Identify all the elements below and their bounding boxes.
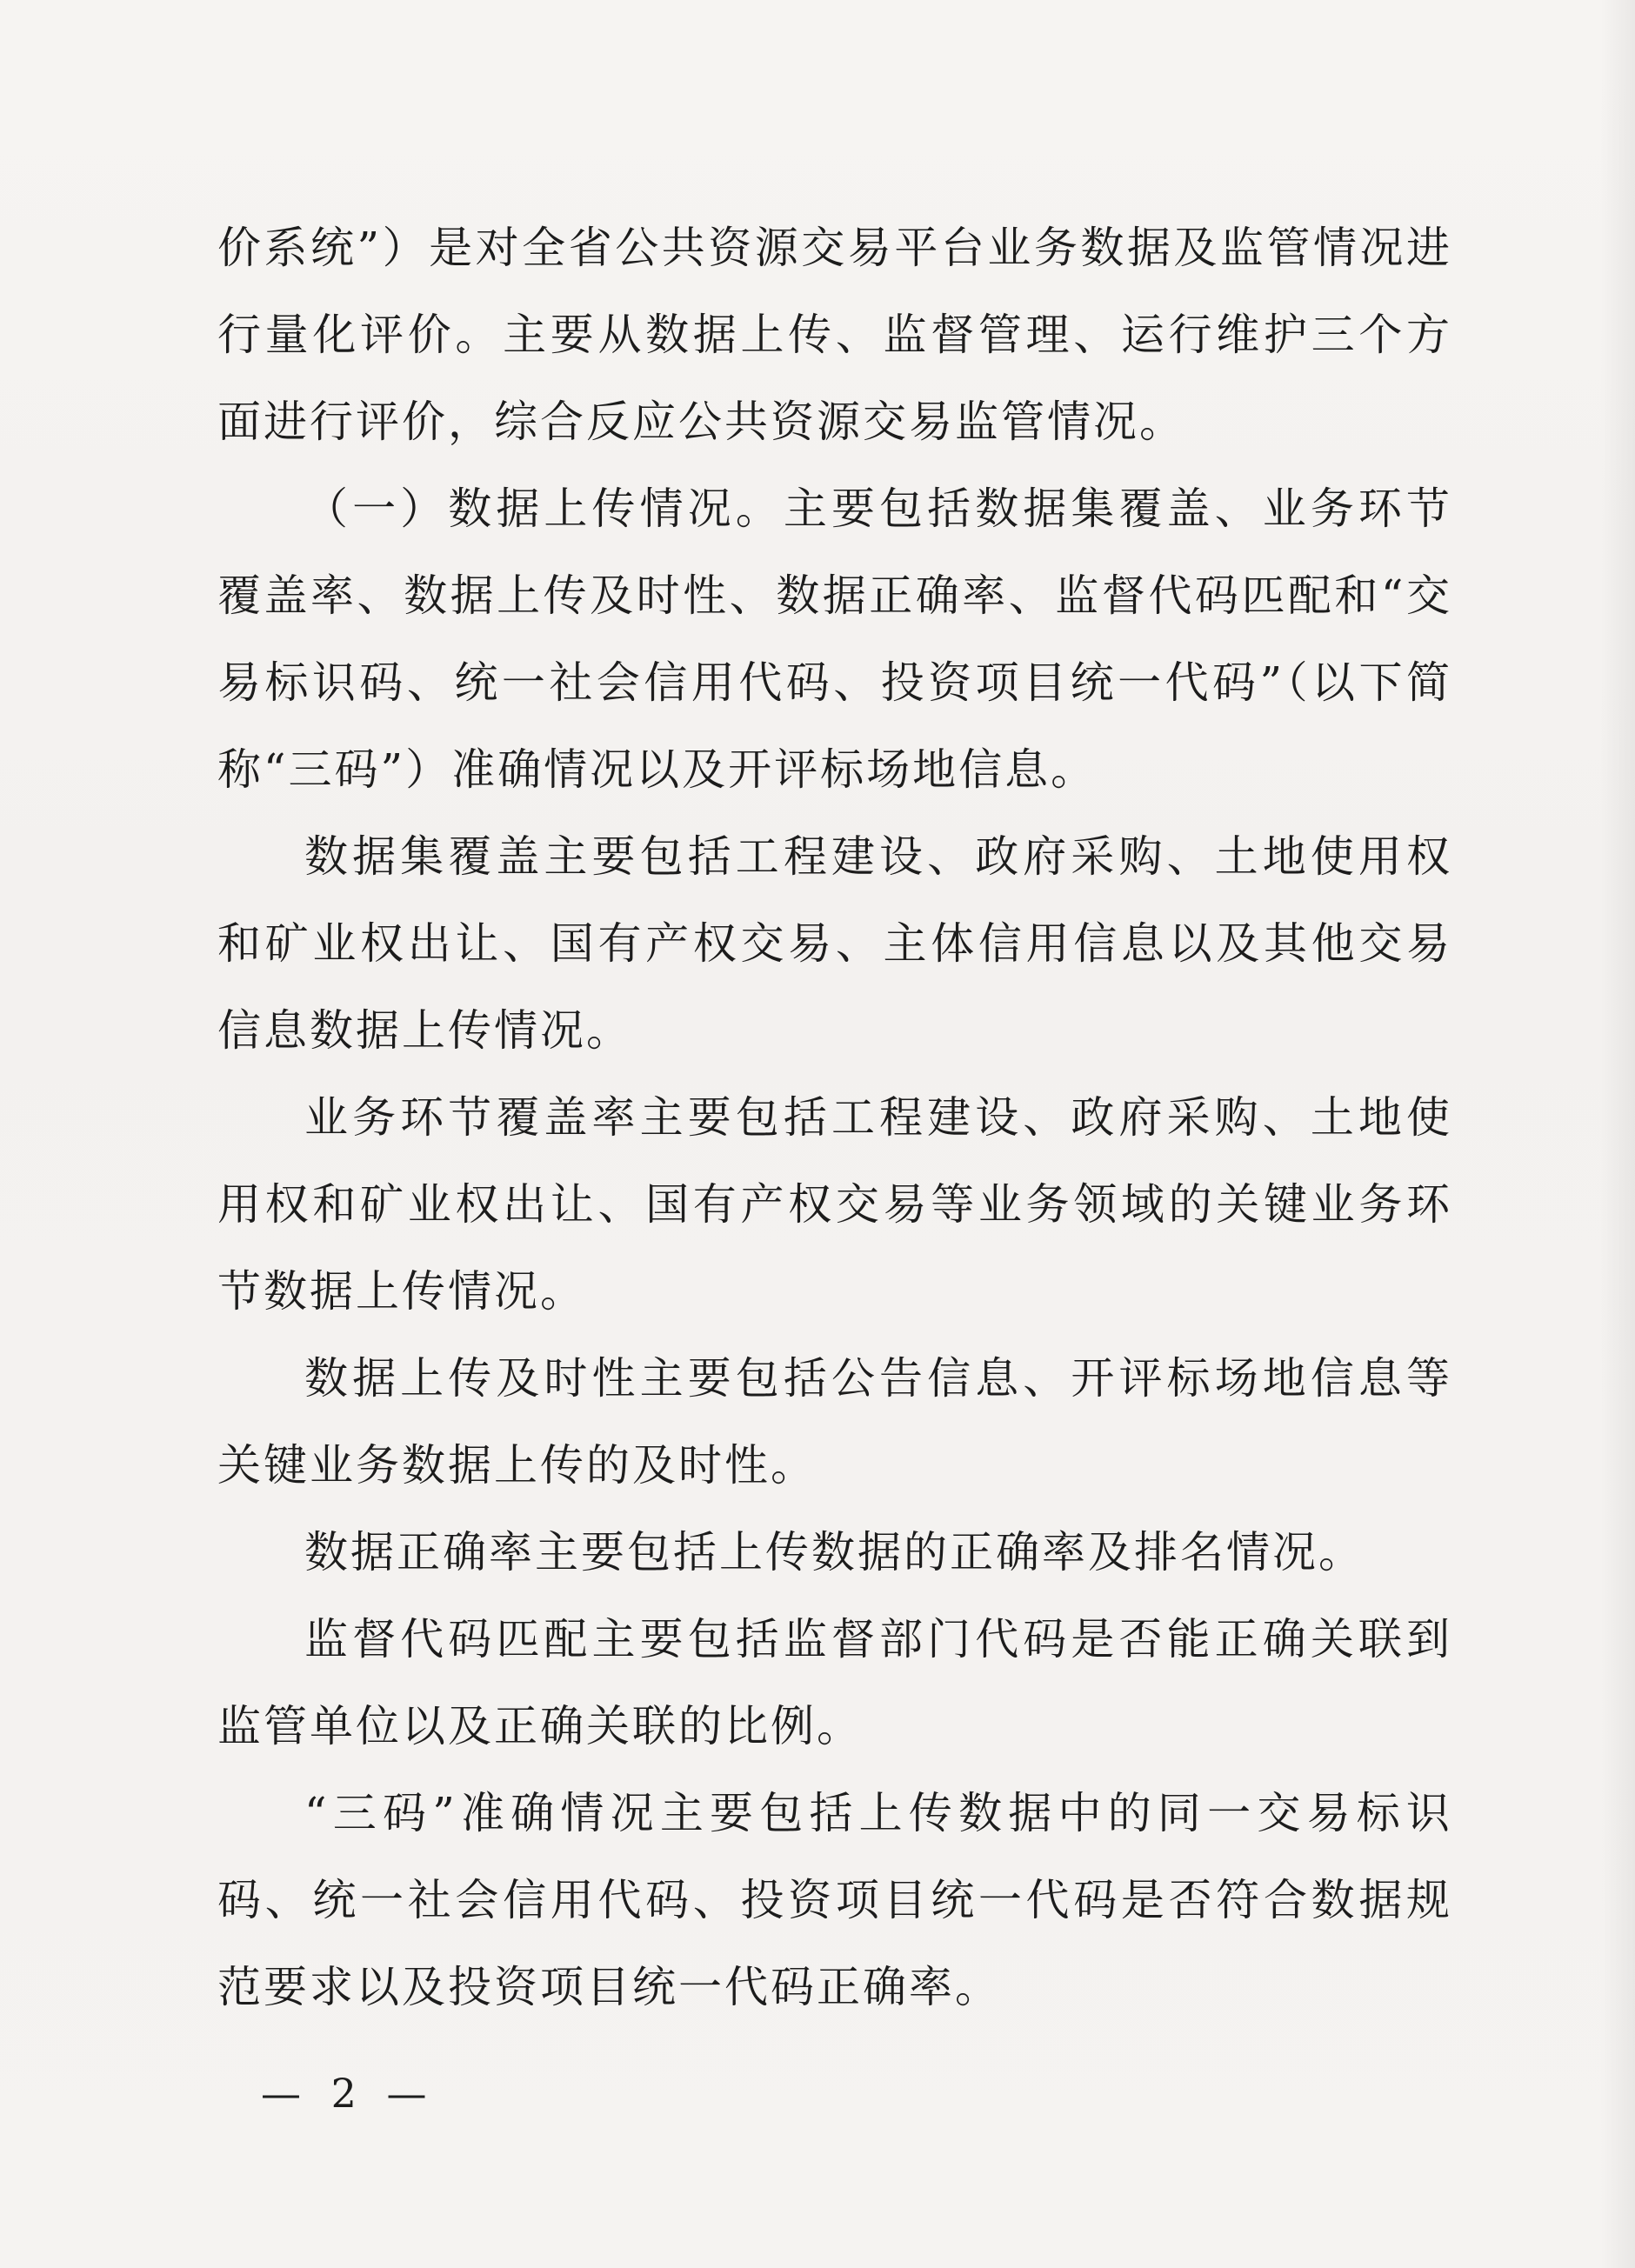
document-body bbox=[217, 204, 1452, 2031]
page-edge-shadow bbox=[1600, 0, 1635, 2268]
paragraph-data-accuracy: 数据正确率主要包括上传数据的正确率及排名情况。 bbox=[304, 1527, 1365, 1578]
paragraph-dataset-coverage: 数据集覆盖主要包括工程建设、政府采购、土地使用权和矿业权出让、国有产权交易、主体信用信息以及其他交易信息数据上传情况。 bbox=[217, 831, 1452, 1056]
paragraph-three-codes: “三码”准确情况主要包括上传数据中的同一交易标识码、统一社会信用代码、投资项目统一代码是否符合数据规范要求以及投资项目统一代码正确率。 bbox=[217, 1788, 1452, 2012]
page-number: — 2 — bbox=[261, 2070, 436, 2117]
paragraph-supervision-code: 监督代码匹配主要包括监督部门代码是否能正确关联到监管单位以及正确关联的比例。 bbox=[217, 1614, 1452, 1751]
paragraph-upload-timeliness: 数据上传及时性主要包括公告信息、开评标场地信息等关键业务数据上传的及时性。 bbox=[217, 1353, 1452, 1491]
paragraph-continuation: 价系统”）是对全省公共资源交易平台业务数据及监管情况进行量化评价。主要从数据上传、监督管理、运行维护三个方面进行评价，综合反应公共资源交易监管情况。 bbox=[217, 223, 1452, 447]
paragraph-data-upload-section: （一）数据上传情况。主要包括数据集覆盖、业务环节覆盖率、数据上传及时性、数据正确率、监督代码匹配和“交易标识码、统一社会信用代码、投资项目统一代码”（以下简称“三码”）准确情况以及开评标场地信息。 bbox=[217, 484, 1452, 795]
paragraph-business-coverage: 业务环节覆盖率主要包括工程建设、政府采购、土地使用权和矿业权出让、国有产权交易等业务领域的关键业务环节数据上传情况。 bbox=[217, 1092, 1452, 1317]
